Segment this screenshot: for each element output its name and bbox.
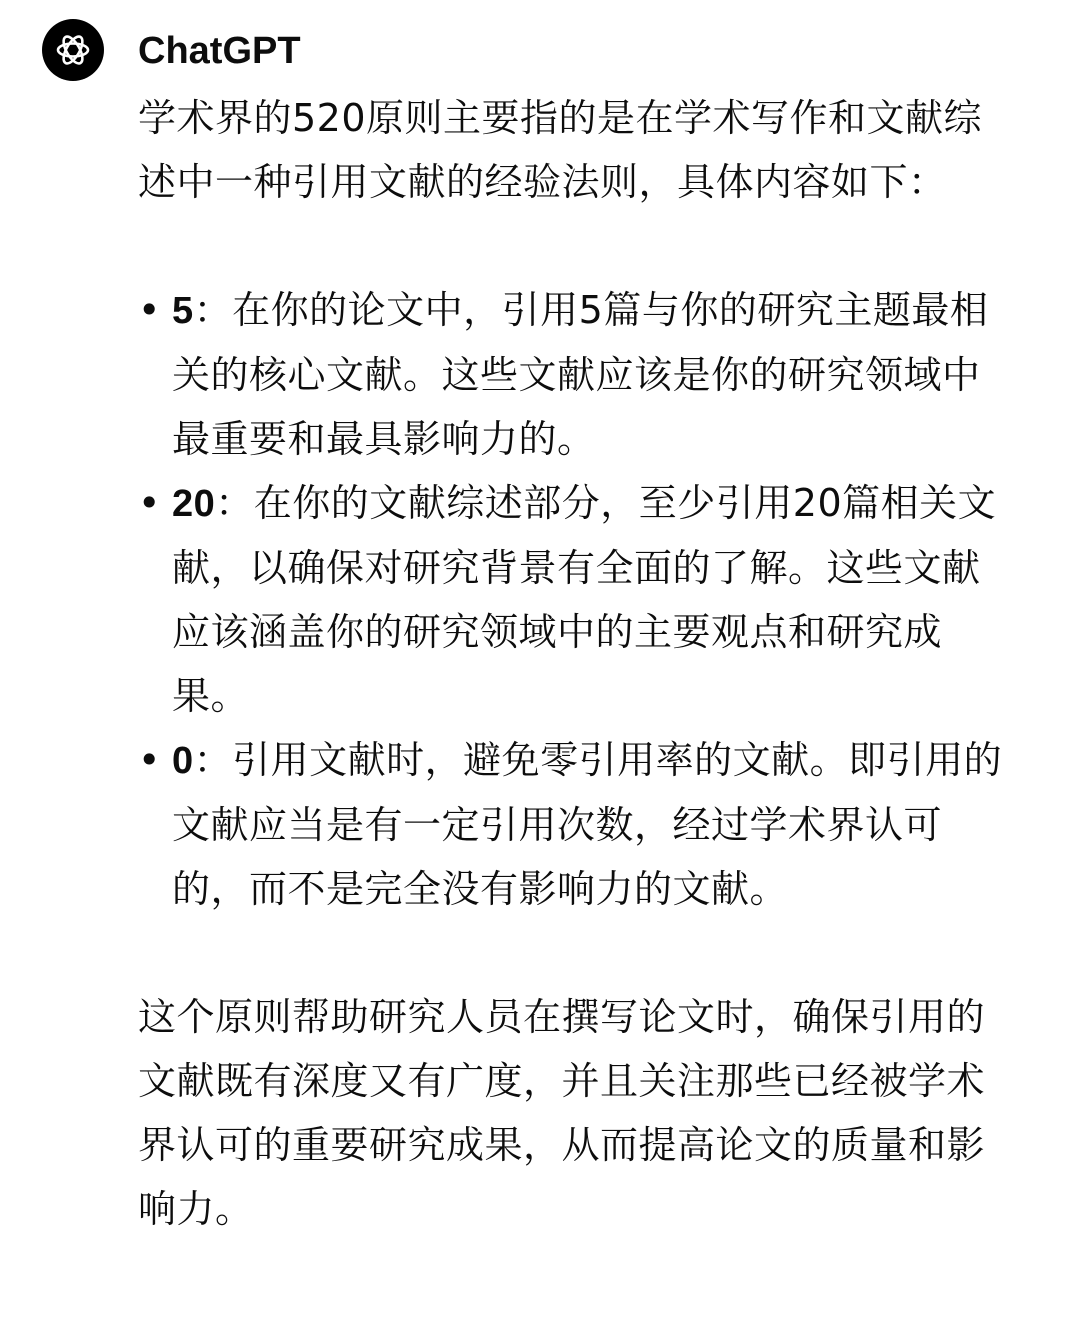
assistant-avatar <box>42 19 104 81</box>
message-content <box>138 86 1008 1241</box>
rule-list <box>138 278 1008 921</box>
intro-paragraph: 学术界的520原则主要指的是在学术写作和文献综述中一种引用文献的经验法则，具体内容如下： <box>138 96 983 204</box>
bullet-icon: • <box>138 481 161 525</box>
item-text: 引用文献时，避免零引用率的文献。即引用的文献应当是有一定引用次数，经过学术界认可的，而不是完全没有影响力的文献。 <box>172 738 1003 911</box>
list-item <box>138 278 1008 471</box>
list-item <box>138 471 1008 728</box>
bullet-icon: • <box>138 738 161 782</box>
item-number: 20 <box>172 483 216 525</box>
item-number: 5 <box>172 290 194 332</box>
item-number: 0 <box>172 740 194 782</box>
sender-name: ChatGPT <box>138 30 301 72</box>
bullet-icon: • <box>138 288 161 332</box>
item-text: 在你的论文中，引用5篇与你的研究主题最相关的核心文献。这些文献应该是你的研究领域中最重要和最具影响力的。 <box>172 288 989 461</box>
outro-paragraph: 这个原则帮助研究人员在撰写论文时，确保引用的文献既有深度又有广度，并且关注那些已经被学术界认可的重要研究成果，从而提高论文的质量和影响力。 <box>138 995 986 1231</box>
openai-logo-icon <box>53 30 93 70</box>
item-separator: ： <box>215 481 254 525</box>
item-separator: ： <box>193 738 233 782</box>
item-separator: ： <box>193 288 233 332</box>
list-item <box>138 728 1008 921</box>
item-text: 在你的文献综述部分，至少引用20篇相关文献，以确保对研究背景有全面的了解。这些文献应该涵盖你的研究领域中的主要观点和研究成果。 <box>172 481 997 718</box>
